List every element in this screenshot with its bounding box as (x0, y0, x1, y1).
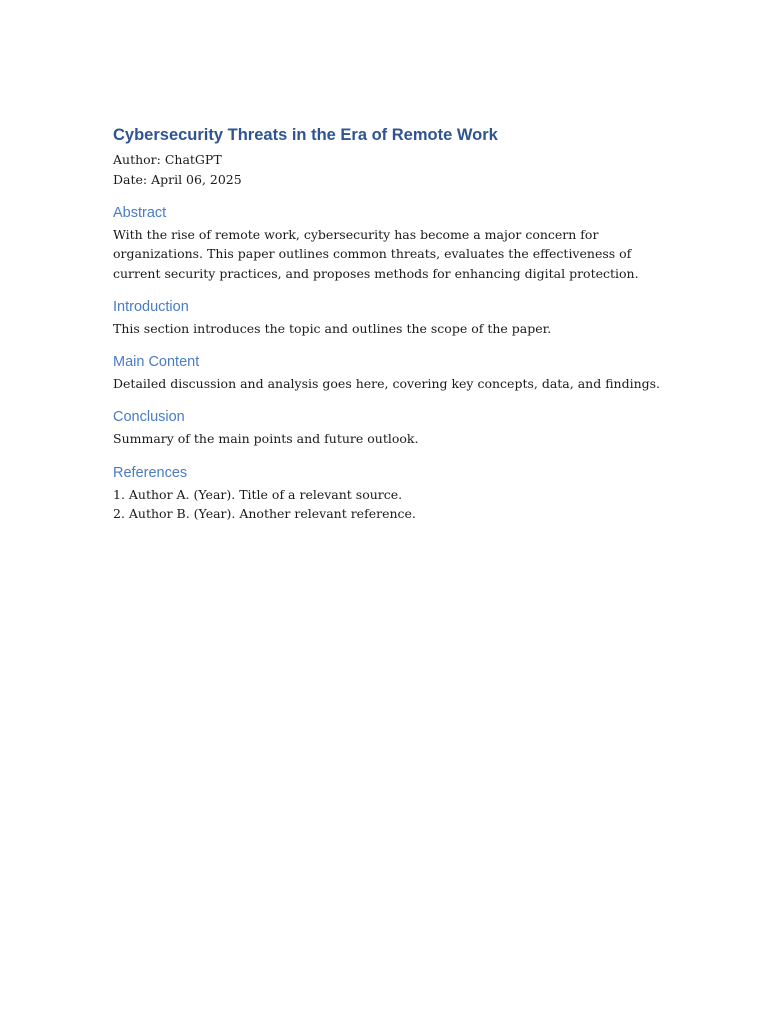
main-content-heading: Main Content (113, 354, 200, 371)
main-content-text: Detailed discussion and analysis goes here, covering key concepts, data, and findings. (113, 376, 661, 392)
references-list (113, 485, 673, 524)
reference-item: 1. Author A. (Year). Title of a relevant source. (113, 486, 403, 502)
references-heading: References (113, 464, 188, 481)
conclusion-section (113, 407, 673, 448)
document-page (113, 124, 673, 523)
document-title: Cybersecurity Threats in the Era of Remote Work (113, 126, 498, 144)
author-line: Author: ChatGPT (113, 152, 222, 167)
introduction-heading: Introduction (113, 298, 189, 315)
abstract-heading: Abstract (113, 205, 167, 221)
introduction-section (113, 297, 673, 338)
abstract-section (113, 203, 673, 283)
references-section (113, 463, 673, 524)
conclusion-text: Summary of the main points and future outlook. (113, 431, 419, 447)
main-content-section (113, 352, 673, 393)
date-line: Date: April 06, 2025 (113, 172, 242, 187)
abstract-text: With the rise of remote work, cybersecurity has become a major concern for organizations. This paper outlines common threats, evaluates the effectiveness of current security practices, and proposes methods for enhancing digital protection. (113, 227, 639, 281)
conclusion-heading: Conclusion (113, 409, 185, 426)
reference-item: 2. Author B. (Year). Another relevant reference. (113, 506, 416, 522)
introduction-text: This section introduces the topic and outlines the scope of the paper. (113, 320, 552, 336)
